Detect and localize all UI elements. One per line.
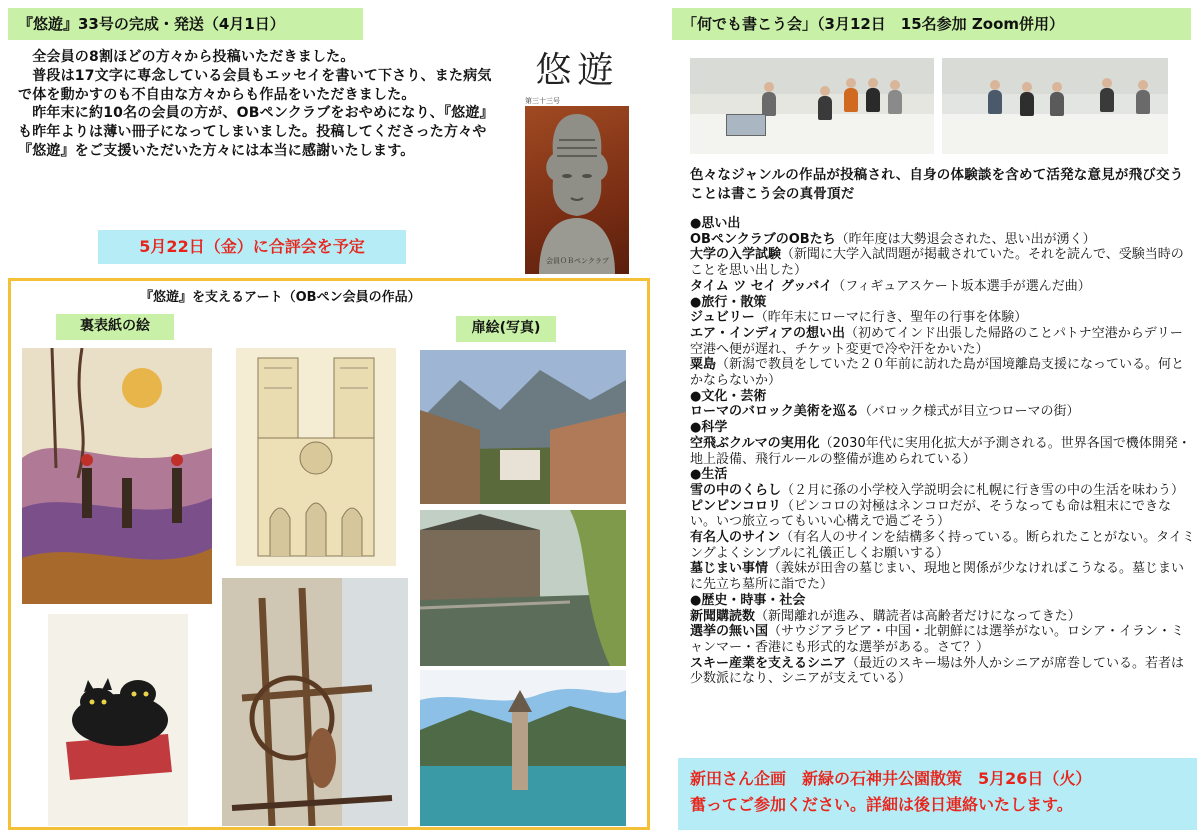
list-item: 空飛ぶクルマの実用化（2030年代に実用化拡大が予測される。世界各国で機体開発・地上設備、飛行ルールの整備が進められている） [690, 435, 1191, 467]
event-line: 新田さん企画 新緑の石神井公園散策 5月26日（火） [690, 769, 1092, 788]
list-item: ジュビリー（昨年末にローマに行き、聖年の行事を体験） [690, 310, 1028, 326]
magazine-cover [515, 30, 640, 265]
list-item: スキー産業を支えるシニア（最近のスキー場は外人かシニアが席巻している。若者は少数派になり、シニアが支えている） [690, 655, 1185, 687]
issue-announcement-text [18, 48, 500, 161]
list-item: 雪の中のくらし（２月に孫の小学校入学説明会に札幌に行き雪の中の生活を味わう） [690, 482, 1185, 498]
art-heading: 『悠遊』を支えるアート（OBペン会員の作品） [140, 290, 421, 305]
mountain-village-photo [420, 350, 626, 504]
list-item: ローマのバロック美術を巡る（バロック様式が目立つローマの街） [690, 404, 1080, 420]
back-cover-label: 裏表紙の絵 [56, 314, 174, 340]
section-banner-issue: 『悠遊』33号の完成・発送（4月1日） [8, 8, 363, 40]
walk-event-notice [678, 758, 1197, 830]
cover-buddha-painting [525, 106, 629, 274]
category-heading: ●旅行・散策 [690, 294, 767, 310]
meeting-intro: 色々なジャンルの作品が投稿され、自身の体験談を含めて活発な意見が飛び交うことは書こう会の真骨頂だ [690, 167, 1184, 202]
section-banner-writing-meeting: 「何でも書こう会」（3月12日 15名参加 Zoom併用） [672, 8, 1191, 40]
list-item: 有名人のサイン（有名人のサインを結構多く持っている。断られたことがない。タイミングよくシンプルに礼儀正しくお願いする） [690, 530, 1195, 561]
list-item: ピンピンコロリ（ピンコロの対極はネンコロだが、そうなっても命は粗末にできない。いつ旅立ってもいい心構えで過ごそう） [690, 498, 1172, 530]
list-item: OBペンクラブのOBたち（昨年度は大勢退会された、思い出が湧く） [690, 231, 1096, 247]
canal-willow-photo [420, 510, 626, 666]
meeting-photo-right [942, 58, 1168, 154]
meeting-notice: 5月22日（金）に合評会を予定 [98, 230, 406, 264]
cover-issue: 第三十三号 [525, 97, 560, 105]
batik-painting-image [22, 348, 212, 604]
category-heading: ●生活 [690, 467, 728, 483]
category-heading: ●歴史・時事・社会 [690, 592, 806, 608]
paragraph-line: 昨年末に約10名の会員の方が、OBペンクラブをおやめになり、『悠遊』も昨年よりは薄い冊子になってしまいました。投稿してくださった方々や『悠遊』をご支援いただいた方々には本当に感謝いたします。 [18, 105, 494, 159]
cathedral-drawing-image [236, 348, 396, 566]
list-item: エア・インディアの想い出（初めてインド出張した帰路のことパトナ空港からデリー空港へ便が遅れ、チケット変更で冷や汗をかいた） [690, 325, 1183, 357]
category-heading: ●科学 [690, 420, 728, 436]
spinning-wheel-painting-image [222, 578, 408, 826]
category-heading: ●思い出 [690, 216, 741, 231]
cover-title: 悠遊 [535, 50, 620, 91]
paragraph-line: 普段は17文字に専念している会員もエッセイを書いて下さり、また病気で体を動かすのも不自由な方々からも作品をいただきました。 [18, 67, 492, 103]
cover-publisher: 会員ＯＢペンクラブ [546, 257, 609, 265]
list-item: 大学の入学試験（新聞に大学入試問題が掲載されていた。それを読んで、受験当時のことを思い出した） [690, 247, 1184, 279]
event-line: 奮ってご参加ください。詳細は後日連絡いたします。 [690, 795, 1073, 814]
category-heading: ●文化・芸術 [690, 388, 767, 404]
black-cat-painting-image [48, 614, 188, 826]
meeting-photo-left [690, 58, 934, 154]
frontispiece-label: 扉絵(写真) [456, 316, 556, 342]
list-item: 墓じまい事情（義妹が田舎の墓じまい、現地と関係が少なければこうなる。墓じまいに先立ち墓所に詣でた） [690, 561, 1185, 593]
list-item: 粟島（新潟で教員をしていた２０年前に訪れた島が国境離島支援になっている。何とかならないか） [690, 357, 1185, 389]
lake-bell-tower-photo [420, 670, 626, 826]
paragraph-line: 全会員の8割ほどの方々から投稿いただきました。 [18, 49, 355, 65]
list-item: タイム ツ セイ グッバイ（フィギュアスケート坂本選手が選んだ曲） [690, 278, 1091, 294]
topic-list [690, 216, 1195, 687]
list-item: 選挙の無い国（サウジアラビア・中国・北朝鮮には選挙がない。ロシア・イラン・ミャンマー・香港にも形式的な選挙がある。さて？） [690, 624, 1185, 655]
list-item: 新聞購読数（新聞離れが進み、購読者は高齢者だけになってきた） [690, 608, 1081, 624]
